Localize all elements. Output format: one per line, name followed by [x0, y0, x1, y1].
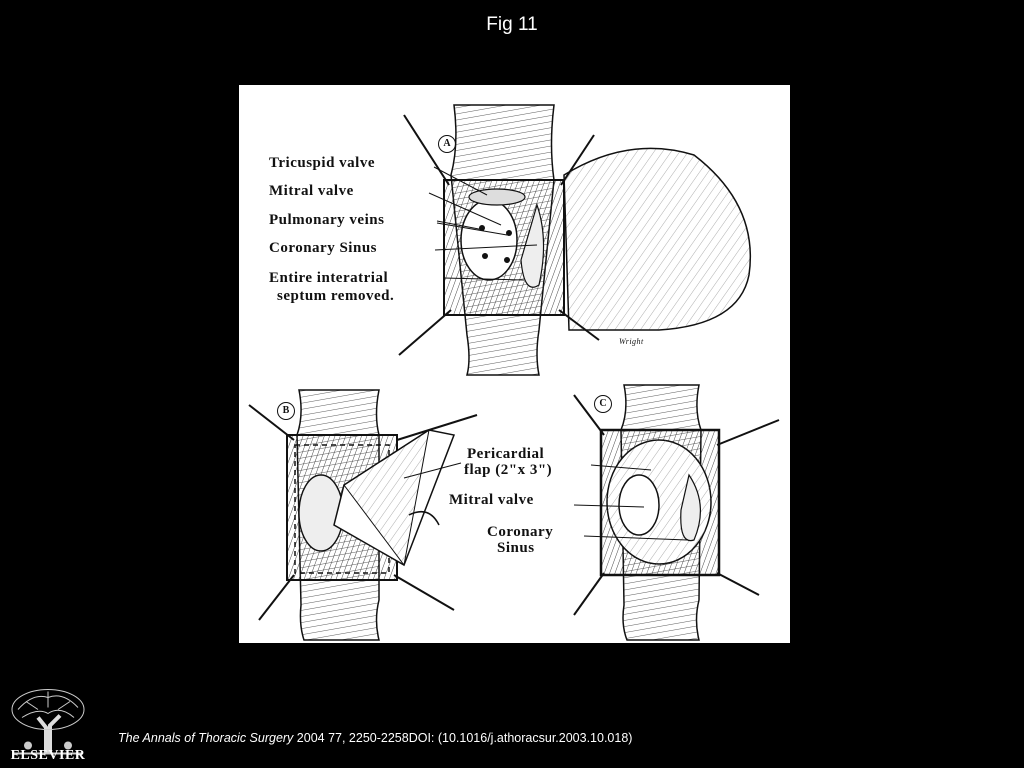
label-septum-line1: Entire interatrial	[269, 270, 389, 286]
panel-c-drawing	[574, 385, 779, 640]
panel-b-letter: B	[277, 402, 295, 420]
figure-title: Fig 11	[486, 14, 538, 35]
panel-b-drawing	[249, 390, 477, 640]
label-septum-line2: septum removed.	[277, 288, 395, 304]
label-flap-size: flap (2"x 3")	[464, 462, 553, 478]
label-mitral-valve-c: Mitral valve	[449, 492, 534, 508]
citation	[118, 731, 632, 745]
panel-a-letter: A	[438, 135, 456, 153]
label-coronary-c: Coronary	[487, 524, 554, 540]
label-tricuspid-valve: Tricuspid valve	[269, 155, 375, 171]
panel-c-letter: C	[594, 395, 612, 413]
surgical-illustration	[239, 85, 790, 643]
label-mitral-valve-a: Mitral valve	[269, 183, 354, 199]
elsevier-wordmark: ELSEVIER	[10, 748, 86, 763]
citation-details: 2004 77, 2250-2258DOI: (10.1016/j.athoracsur.2003.10.018)	[293, 731, 633, 745]
journal-name: The Annals of Thoracic Surgery	[118, 731, 294, 745]
label-sinus-c: Sinus	[497, 540, 535, 556]
label-coronary-sinus-a: Coronary Sinus	[269, 240, 378, 256]
label-pericardial: Pericardial	[467, 446, 545, 462]
artist-signature: Wright	[619, 337, 644, 346]
label-pulmonary-veins: Pulmonary veins	[269, 212, 385, 228]
